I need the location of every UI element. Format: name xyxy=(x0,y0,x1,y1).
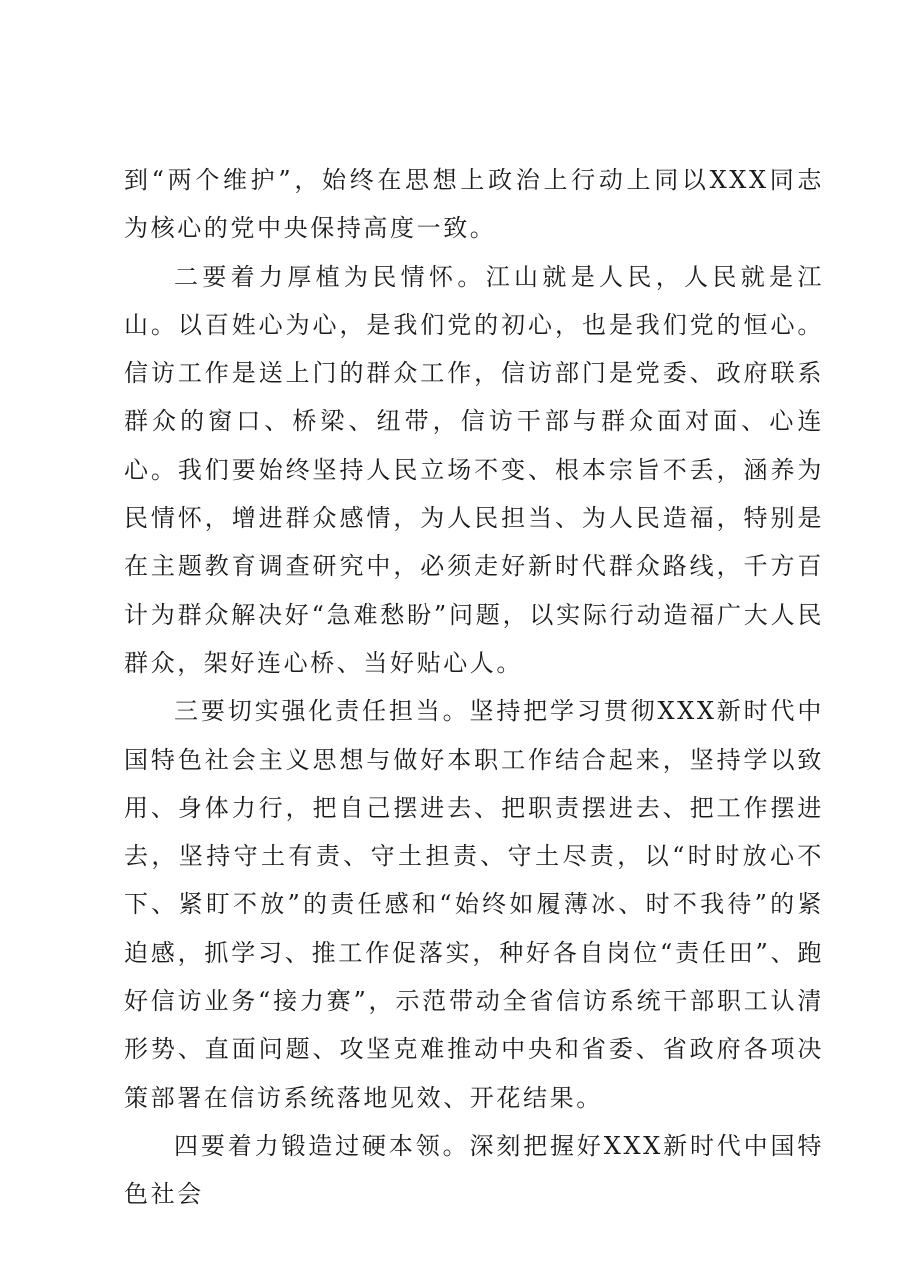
paragraph-skills: 四要着力锻造过硬本领。深刻把握好XXX新时代中国特色社会 xyxy=(124,1131,824,1209)
document-body xyxy=(124,156,824,1219)
paragraph-people-sentiment: 二要着力厚植为民情怀。江山就是人民，人民就是江山。以百姓心为心，是我们党的初心，也是我们党的恒心。信访工作是送上门的群众工作，信访部门是党委、政府联系群众的窗口、桥梁、纽带，信访干部与群众面对面、心连心。我们要始终坚持人民立场不变、根本宗旨不丢，涵养为民情怀，增进群众感情，为人民担当、为人民造福，特别是在主题教育调查研究中，必须走好新时代群众路线，千方百计为群众解决好“急难愁盼”问题，以实际行动造福广大人民群众，架好连心桥、当好贴心人。 xyxy=(124,262,824,677)
paragraph-responsibility: 三要切实强化责任担当。坚持把学习贯彻XXX新时代中国特色社会主义思想与做好本职工作结合起来，坚持学以致用、身体力行，把自己摆进去、把职责摆进去、把工作摆进去，坚持守土有责、守土担责、守土尽责，以“时时放心不下、紧盯不放”的责任感和“始终如履薄冰、时不我待”的紧迫感，抓学习、推工作促落实，种好各自岗位“责任田”、跑好信访业务“接力赛”，示范带动全省信访系统干部职工认清形势、直面问题、攻坚克难推动中央和省委、省政府各项决策部署在信访系统落地见效、开花结果。 xyxy=(124,697,824,1112)
paragraph-continuation: 到“两个维护”，始终在思想上政治上行动上同以XXX同志为核心的党中央保持高度一致。 xyxy=(124,166,824,243)
